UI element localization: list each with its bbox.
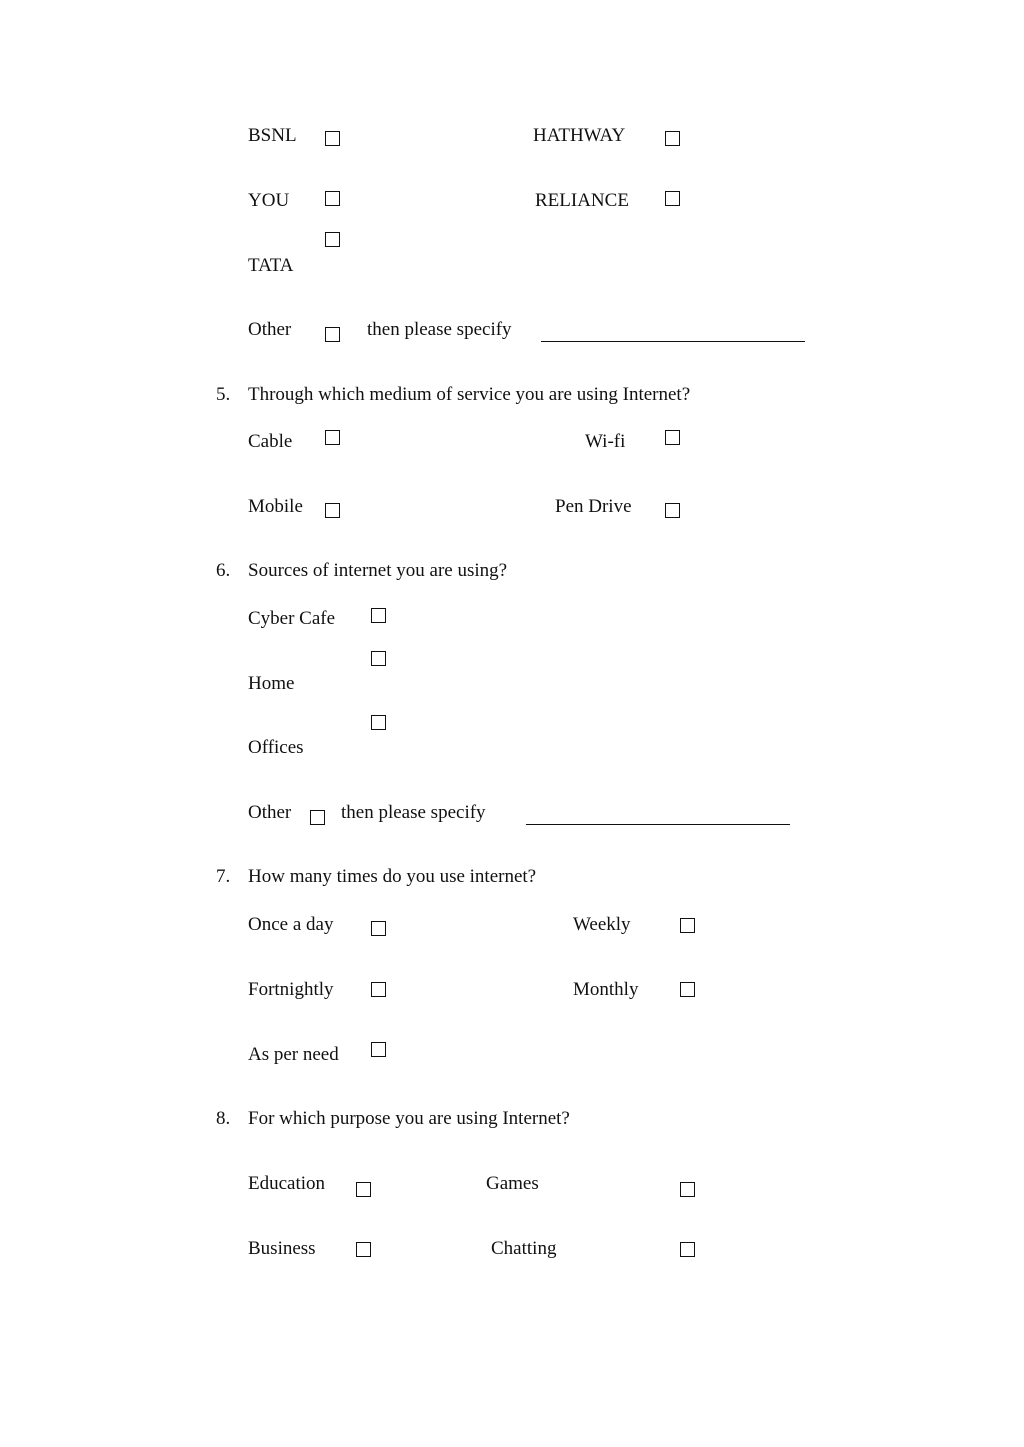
option-cyber-cafe-label: Cyber Cafe bbox=[248, 608, 336, 629]
checkbox-games[interactable] bbox=[680, 1182, 695, 1197]
option-mobile-label: Mobile bbox=[248, 496, 303, 517]
option-tata-label: TATA bbox=[248, 255, 294, 276]
option-you-label: YOU bbox=[248, 190, 290, 211]
option-bsnl-label: BSNL bbox=[248, 125, 297, 146]
other-sources-specify-field[interactable] bbox=[526, 824, 790, 825]
option-offices-label: Offices bbox=[248, 737, 304, 758]
checkbox-as-per-need[interactable] bbox=[371, 1042, 386, 1057]
checkbox-chatting[interactable] bbox=[680, 1242, 695, 1257]
option-business-label: Business bbox=[248, 1238, 316, 1259]
checkbox-bsnl[interactable] bbox=[325, 131, 340, 146]
option-other-label: Other bbox=[248, 319, 292, 340]
question-5-text: Through which medium of service you are using Internet? bbox=[248, 384, 691, 405]
checkbox-monthly[interactable] bbox=[680, 982, 695, 997]
option-as-per-need-label: As per need bbox=[248, 1044, 339, 1065]
checkbox-once-a-day[interactable] bbox=[371, 921, 386, 936]
checkbox-mobile[interactable] bbox=[325, 503, 340, 518]
option-hathway-label: HATHWAY bbox=[533, 125, 626, 146]
checkbox-other[interactable] bbox=[325, 327, 340, 342]
option-chatting-label: Chatting bbox=[491, 1238, 557, 1259]
checkbox-fortnightly[interactable] bbox=[371, 982, 386, 997]
checkbox-wifi[interactable] bbox=[665, 430, 680, 445]
checkbox-business[interactable] bbox=[356, 1242, 371, 1257]
option-pen-drive-label: Pen Drive bbox=[555, 496, 632, 517]
option-cable-label: Cable bbox=[248, 431, 293, 452]
option-other-sources-label: Other bbox=[248, 802, 292, 823]
option-games-label: Games bbox=[486, 1173, 539, 1194]
option-monthly-label: Monthly bbox=[573, 979, 639, 1000]
question-8-number: 8. bbox=[216, 1108, 231, 1129]
other-specify-label: then please specify bbox=[367, 319, 512, 340]
checkbox-other-sources[interactable] bbox=[310, 810, 325, 825]
question-8-text: For which purpose you are using Internet? bbox=[248, 1108, 570, 1129]
checkbox-tata[interactable] bbox=[325, 232, 340, 247]
question-7-number: 7. bbox=[216, 866, 231, 887]
option-education-label: Education bbox=[248, 1173, 326, 1194]
checkbox-cyber-cafe[interactable] bbox=[371, 608, 386, 623]
option-fortnightly-label: Fortnightly bbox=[248, 979, 334, 1000]
checkbox-you[interactable] bbox=[325, 191, 340, 206]
checkbox-hathway[interactable] bbox=[665, 131, 680, 146]
checkbox-education[interactable] bbox=[356, 1182, 371, 1197]
option-wifi-label: Wi-fi bbox=[585, 431, 626, 452]
option-reliance-label: RELIANCE bbox=[535, 190, 629, 211]
question-6-text: Sources of internet you are using? bbox=[248, 560, 508, 581]
option-once-a-day-label: Once a day bbox=[248, 914, 334, 935]
question-6-number: 6. bbox=[216, 560, 231, 581]
checkbox-weekly[interactable] bbox=[680, 918, 695, 933]
option-home-label: Home bbox=[248, 673, 295, 694]
other-specify-field[interactable] bbox=[541, 341, 805, 342]
question-7-text: How many times do you use internet? bbox=[248, 866, 537, 887]
other-sources-specify-label: then please specify bbox=[341, 802, 486, 823]
question-5-number: 5. bbox=[216, 384, 231, 405]
checkbox-home[interactable] bbox=[371, 651, 386, 666]
checkbox-pen-drive[interactable] bbox=[665, 503, 680, 518]
checkbox-reliance[interactable] bbox=[665, 191, 680, 206]
option-weekly-label: Weekly bbox=[573, 914, 631, 935]
checkbox-offices[interactable] bbox=[371, 715, 386, 730]
checkbox-cable[interactable] bbox=[325, 430, 340, 445]
